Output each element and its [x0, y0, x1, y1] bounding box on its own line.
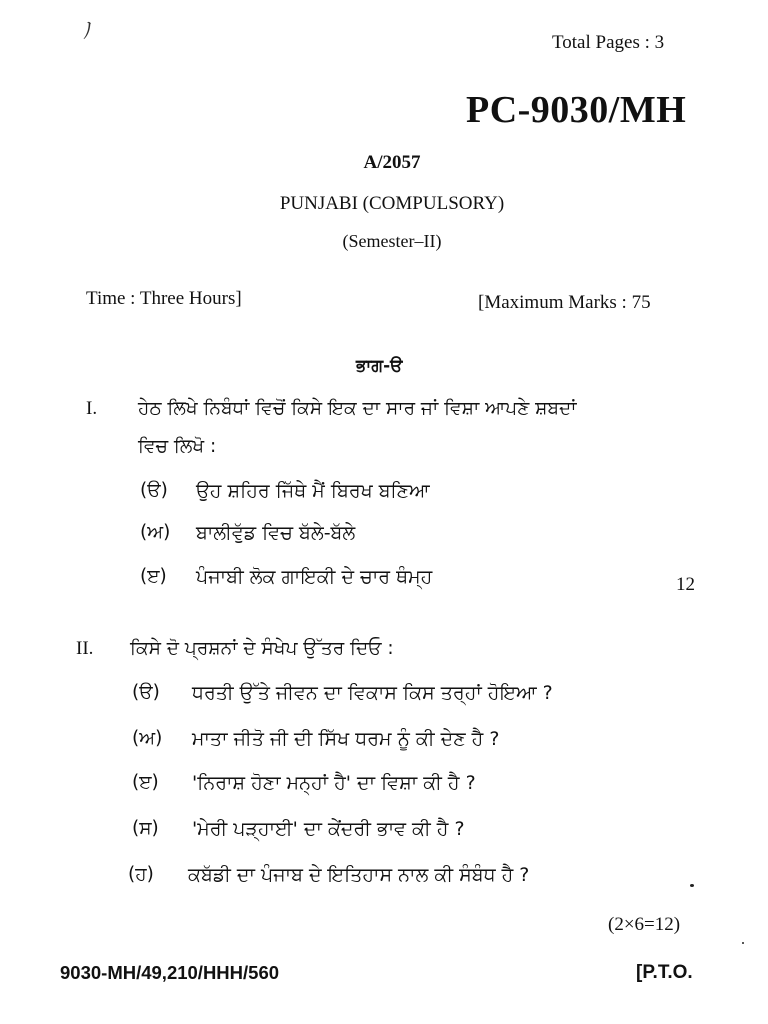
part-heading: ਭਾਗ-ੳ	[356, 356, 403, 376]
q1-option-a-label: (ੳ)	[140, 480, 168, 501]
q2-option-b-label: (ਅ)	[132, 728, 163, 749]
q2-option-d-label: (ਸ)	[132, 818, 159, 839]
q1-option-c-label: (ੲ)	[140, 566, 167, 587]
please-turn-over: [P.T.O.	[636, 962, 693, 983]
question-2-text: ਕਿਸੇ ਦੋ ਪ੍ਰਸ਼ਨਾਂ ਦੇ ਸੰਖੇਪ ਉੱਤਰ ਦਿਓ :	[130, 638, 394, 659]
semester: (Semester–II)	[342, 231, 442, 251]
q2-option-e-text: ਕਬੱਡੀ ਦਾ ਪੰਜਾਬ ਦੇ ਇਤਿਹਾਸ ਨਾਲ ਕੀ ਸੰਬੰਧ ਹੈ ?	[188, 864, 530, 886]
total-pages: Total Pages : 3	[552, 32, 665, 53]
q2-option-c-text: 'ਨਿਰਾਸ਼ ਹੋਣਾ ਮਨ੍ਹਾਂ ਹੈ' ਦਾ ਵਿਸ਼ਾ ਕੀ ਹੈ ?	[192, 772, 476, 794]
q1-option-b-text: ਬਾਲੀਵੁੱਡ ਵਿਚ ਬੱਲੇ-ਬੱਲੇ	[196, 522, 356, 544]
paper-id: A/2057	[363, 152, 421, 173]
maximum-marks: [Maximum Marks : 75	[478, 292, 651, 313]
q1-option-b-label: (ਅ)	[140, 522, 171, 543]
question-2-number: II.	[76, 638, 94, 659]
question-1-marks: 12	[676, 574, 695, 595]
scan-speck	[690, 884, 694, 887]
scan-speck	[742, 942, 744, 944]
question-1-text-line2: ਵਿਚ ਲਿਖੋ :	[138, 436, 217, 457]
q1-option-a-text: ਉਹ ਸ਼ਹਿਰ ਜਿੱਥੇ ਮੈਂ ਬਿਰਖ ਬਣਿਆ	[196, 480, 430, 502]
question-1-text-line1: ਹੇਠ ਲਿਖੇ ਨਿਬੰਧਾਂ ਵਿਚੋਂ ਕਿਸੇ ਇਕ ਦਾ ਸਾਰ ਜਾਂ ਵਿਸ਼ਾ ਆਪਣੇ ਸ਼ਬਦਾਂ	[138, 398, 577, 419]
q2-option-e-label: (ਹ)	[128, 864, 154, 885]
question-2-marks: (2×6=12)	[608, 914, 681, 935]
paper-code: PC-9030/MH	[466, 89, 687, 131]
footer-paper-code: 9030-MH/49,210/HHH/560	[60, 962, 280, 983]
q2-option-a-text: ਧਰਤੀ ਉੱਤੇ ਜੀਵਨ ਦਾ ਵਿਕਾਸ ਕਿਸ ਤਰ੍ਹਾਂ ਹੋਇਆ ?	[192, 682, 553, 704]
q1-option-c-text: ਪੰਜਾਬੀ ਲੋਕ ਗਾਇਕੀ ਦੇ ਚਾਰ ਥੰਮ੍ਹ	[196, 566, 433, 588]
q2-option-a-label: (ੳ)	[132, 682, 160, 703]
q2-option-c-label: (ੲ)	[132, 772, 159, 793]
question-1-number: I.	[86, 398, 98, 419]
subject-title: PUNJABI (COMPULSORY)	[279, 193, 505, 214]
time-allowed: Time : Three Hours]	[86, 288, 242, 309]
q2-option-b-text: ਮਾਤਾ ਜੀਤੋ ਜੀ ਦੀ ਸਿੱਖ ਧਰਮ ਨੂੰ ਕੀ ਦੇਣ ਹੈ ?	[192, 728, 500, 750]
handwritten-margin-mark: ﾉ	[80, 17, 95, 44]
q2-option-d-text: 'ਮੇਰੀ ਪੜ੍ਹਾਈ' ਦਾ ਕੇਂਦਰੀ ਭਾਵ ਕੀ ਹੈ ?	[192, 818, 465, 840]
